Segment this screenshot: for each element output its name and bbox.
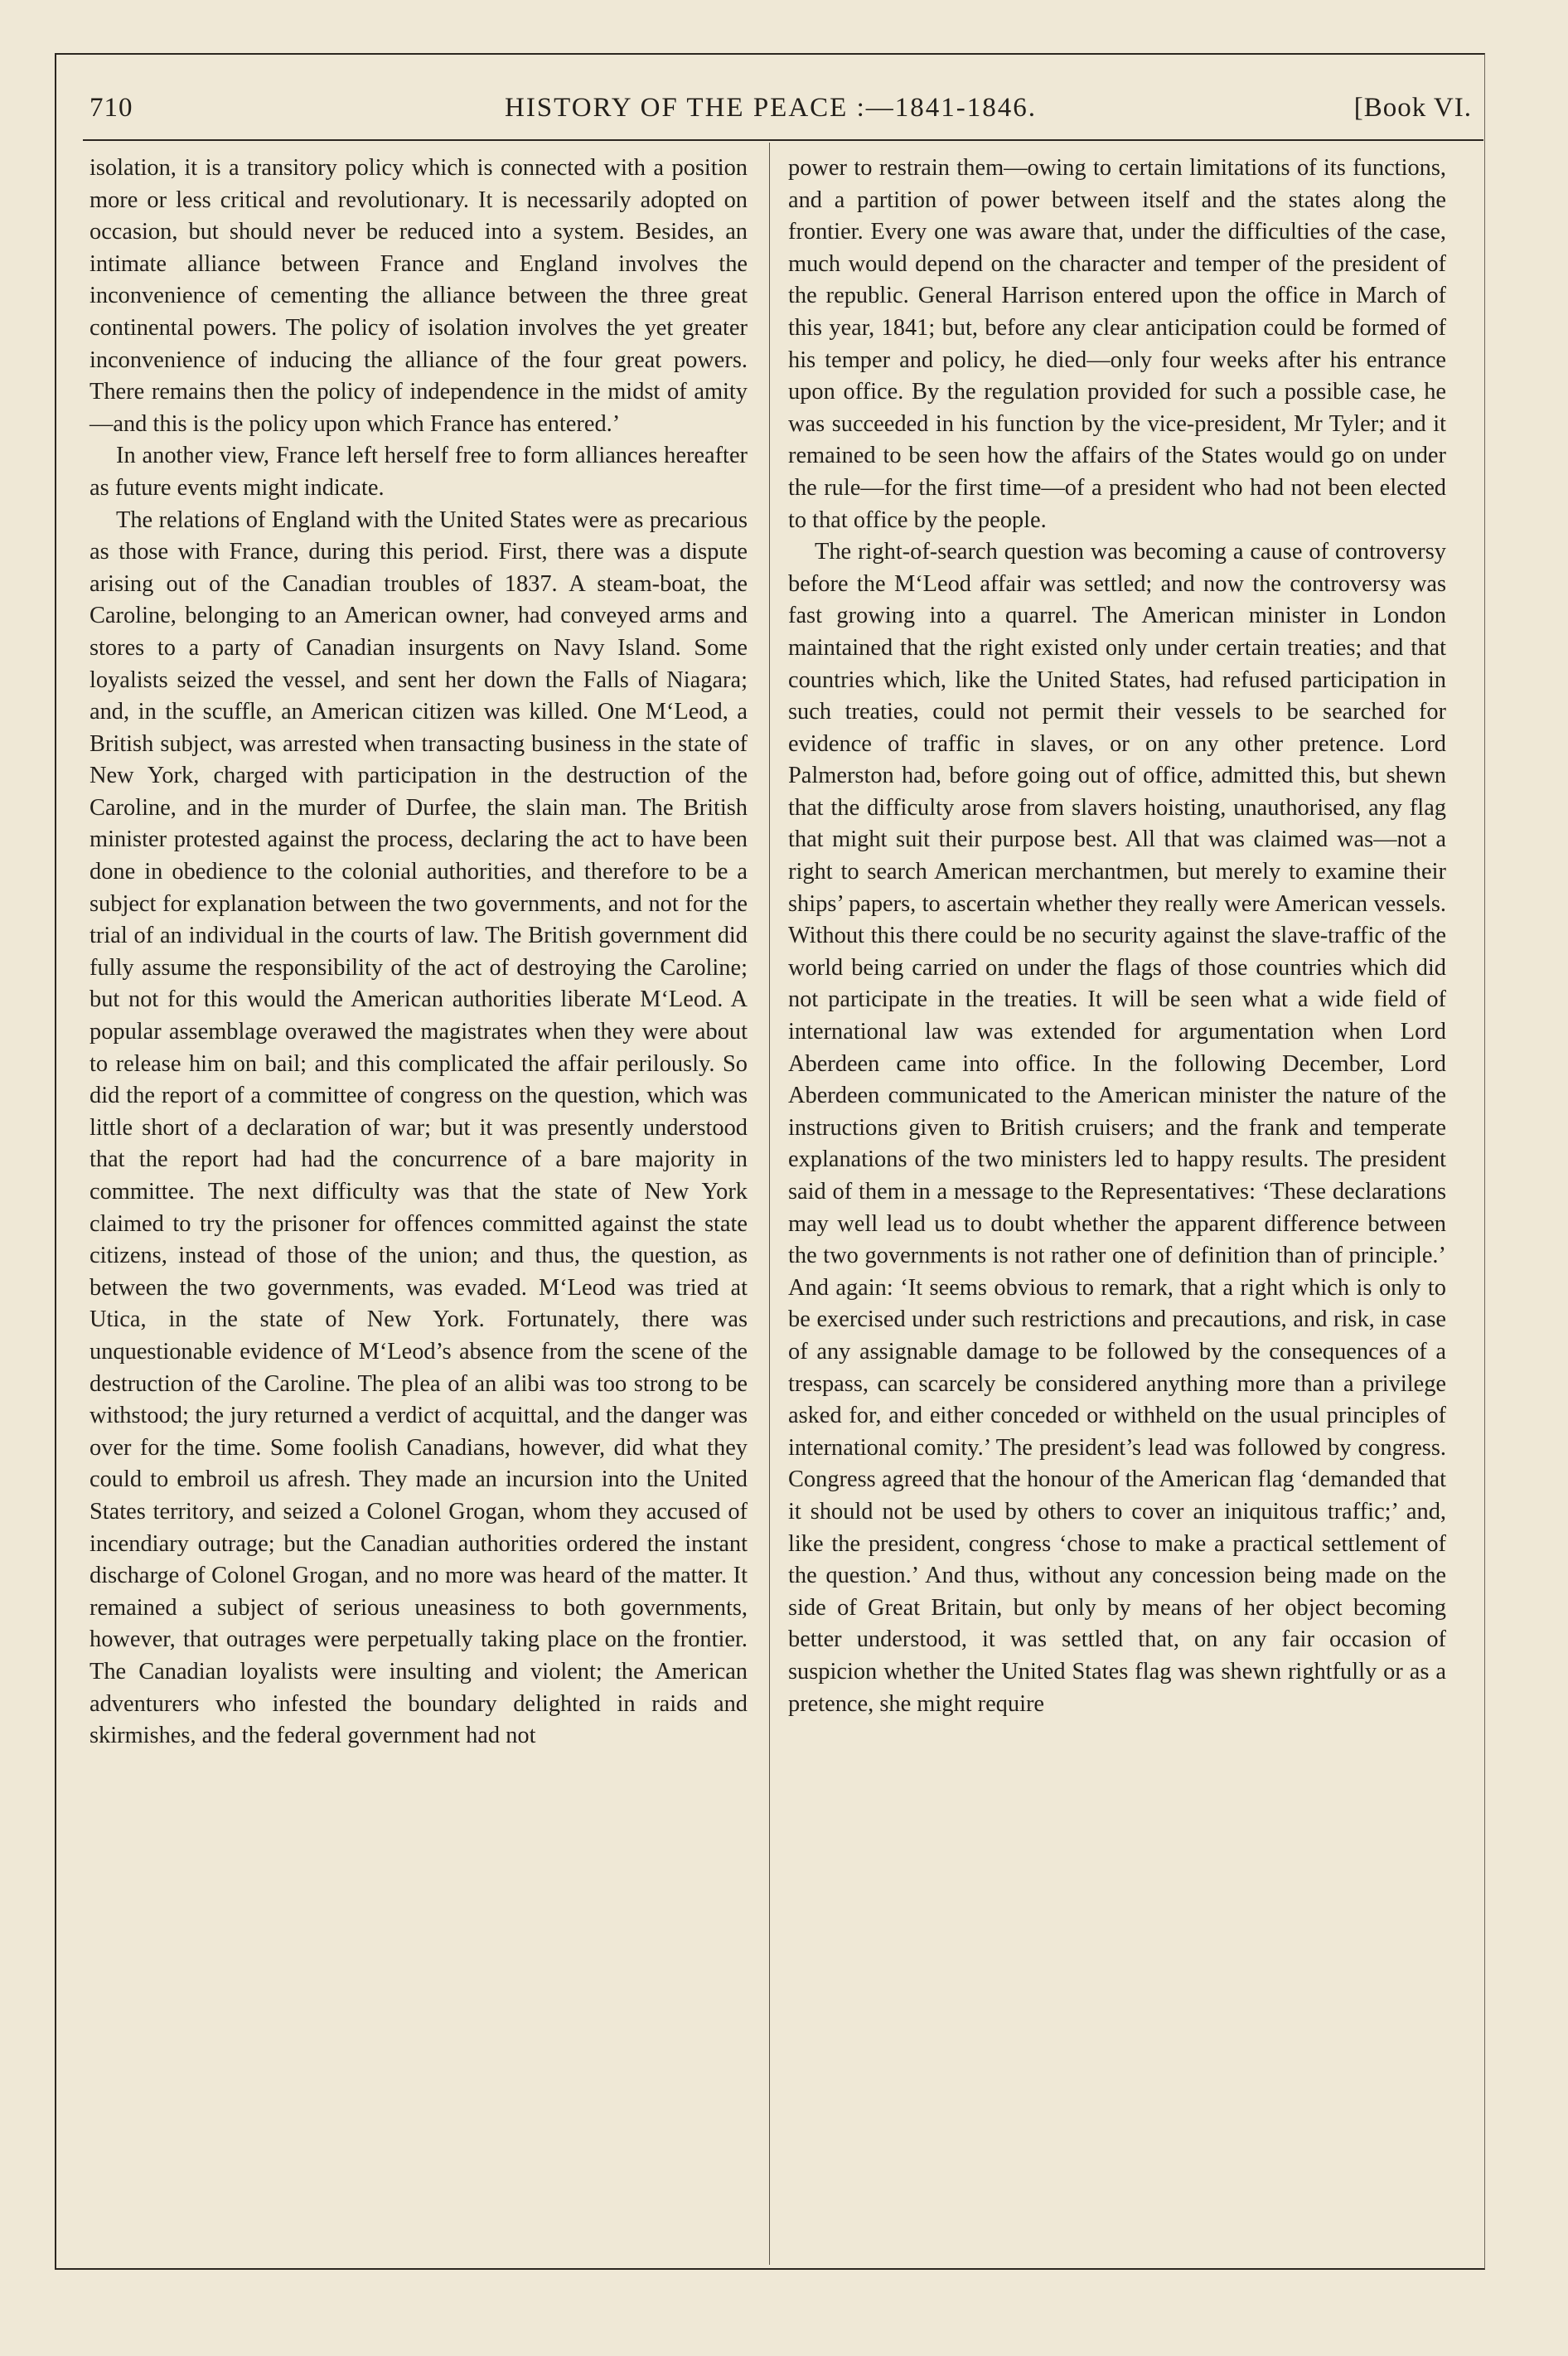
paragraph: power to restrain them—owing to certain limitations of its functions, and a partition of power between itself and the states along the frontier. Every one was aware that, under the difficulties of the case, much would depend on the character and temper of the president of the republic. General Harrison entered upon the office in March of this year, 1841; but, before any clear anticipation could be formed of his temper and policy, he died—only four weeks after his entrance upon office. By the regulation provided for such a possible case, he was succeeded in his function by the vice-president, Mr Tyler; and it remained to be seen how the affairs of the States would go on under the rule—for the first time—of a president who had not been elected to that office by the people.	[788, 155, 1446, 533]
running-title: HISTORY OF THE PEACE :—1841-1846.	[504, 93, 1038, 123]
running-header	[66, 86, 1475, 139]
left-column	[90, 153, 748, 1752]
right-column	[788, 153, 1446, 1720]
paragraph: The right-of-search question was becoming a cause of controversy before the M‘Leod affair was settled; and now the controversy was fast growing into a quarrel. The American minister in London maintained that the right existed only under certain treaties; and that countries which, like the United States, had refused participation in such treaties, could not permit their vessels to be searched for evidence of traffic in slaves, or on any other pretence. Lord Palmerston had, before going out of office, admitted this, but shewn that the difficulty arose from slavers hoisting, unauthorised, any flag that might suit their purpose best. All that was claimed was—not a right to search American merchantmen, but merely to examine their ships’ papers, to ascertain whether they really were American vessels. Without this there could be no security against the slave-traffic of the world being carried on under the flags of those countries which did not participate in the treaties. It will be seen what a wide field of international law was extended for argumentation when Lord Aberdeen came into office. In the following December, Lord Aberdeen communicated to the American minister the nature of the instructions given to British cruisers; and the frank and temperate explanations of the two ministers led to happy results. The president said of them in a message to the Representatives: ‘These declarations may well lead us to doubt whether the apparent difference between the two governments is not rather one of definition than of principle.’ And again: ‘It seems obvious to remark, that a right which is only to be exercised under such restrictions and precautions, and risk, in case of any assignable damage to be followed by the consequences of a trespass, can scarcely be considered anything more than a privilege asked for, and either conceded or withheld on the usual principles of international comity.’ The president’s lead was followed by congress. Congress agreed that the honour of the American flag ‘demanded that it should not be used by others to cover an iniquitous traffic;’ and, like the president, congress ‘chose to make a practical settlement of the question.’ And thus, without any concession being made on the side of Great Britain, but only by means of her object becoming better understood, it was settled that, on any fair occasion of suspicion whether the United States flag was shewn rightfully or as a pretence, she might require	[788, 539, 1446, 1717]
header-rule	[83, 139, 1483, 141]
column-divider	[769, 143, 770, 2265]
book-label: [Book VI.	[1353, 93, 1472, 123]
paragraph: The relations of England with the United States were as precarious as those with France, during this period. First, there was a dispute arising out of the Canadian troubles of 1837. A steam-boat, the Caroline, belonging to an American owner, had conveyed arms and stores to a party of Canadian insurgents on Navy Island. Some loyalists seized the vessel, and sent her down the Falls of Niagara; and, in the scuffle, an American citizen was killed. One M‘Leod, a British subject, was arrested when transacting business in the state of New York, charged with participation in the destruction of the Caroline, and in the murder of Durfee, the slain man. The British minister protested against the process, declaring the act to have been done in obedience to the colonial authorities, and therefore to be a subject for explanation between the two governments, and not for the trial of an individual in the courts of law. The British government did fully assume the responsibility of the act of destroying the Caroline; but not for this would the American authorities liberate M‘Leod. A popular assemblage overawed the magistrates when they were about to release him on bail; and this complicated the affair perilously. So did the report of a committee of congress on the question, which was little short of a declaration of war; but it was presently understood that the report had had the concurrence of a bare majority in committee. The next difficulty was that the state of New York claimed to try the prisoner for offences committed against the state citizens, instead of those of the union; and thus, the question, as between the two governments, was evaded. M‘Leod was tried at Utica, in the state of New York. Fortunately, there was unquestionable evidence of M‘Leod’s absence from the scene of the destruction of the Caroline. The plea of an alibi was too strong to be withstood; the jury returned a verdict of acquittal, and the danger was over for the time. Some foolish Canadians, however, did what they could to embroil us afresh. They made an incursion into the United States territory, and seized a Colonel Grogan, whom they accused of incendiary outrage; but the Canadian authorities ordered the instant discharge of Colonel Grogan, and no more was heard of the matter. It remained a subject of serious uneasiness to both governments, however, that outrages were perpetually taking place on the frontier. The Canadian loyalists were insulting and violent; the American adventurers who infested the boundary delighted in raids and skirmishes, and the federal government had not	[90, 507, 748, 1749]
paragraph: isolation, it is a transitory policy which is connected with a position more or less critical and revolutionary. It is necessarily adopted on occasion, but should never be reduced into a system. Besides, an intimate alliance between France and England involves the inconvenience of cementing the alliance between the three great continental powers. The policy of isolation involves the yet greater inconvenience of inducing the alliance of the four great powers. There remains then the policy of independence in the midst of amity—and this is the policy upon which France has entered.’	[90, 155, 748, 437]
page-number: 710	[90, 93, 133, 123]
paragraph: In another view, France left herself free to form alliances hereafter as future events might indicate.	[90, 443, 748, 501]
